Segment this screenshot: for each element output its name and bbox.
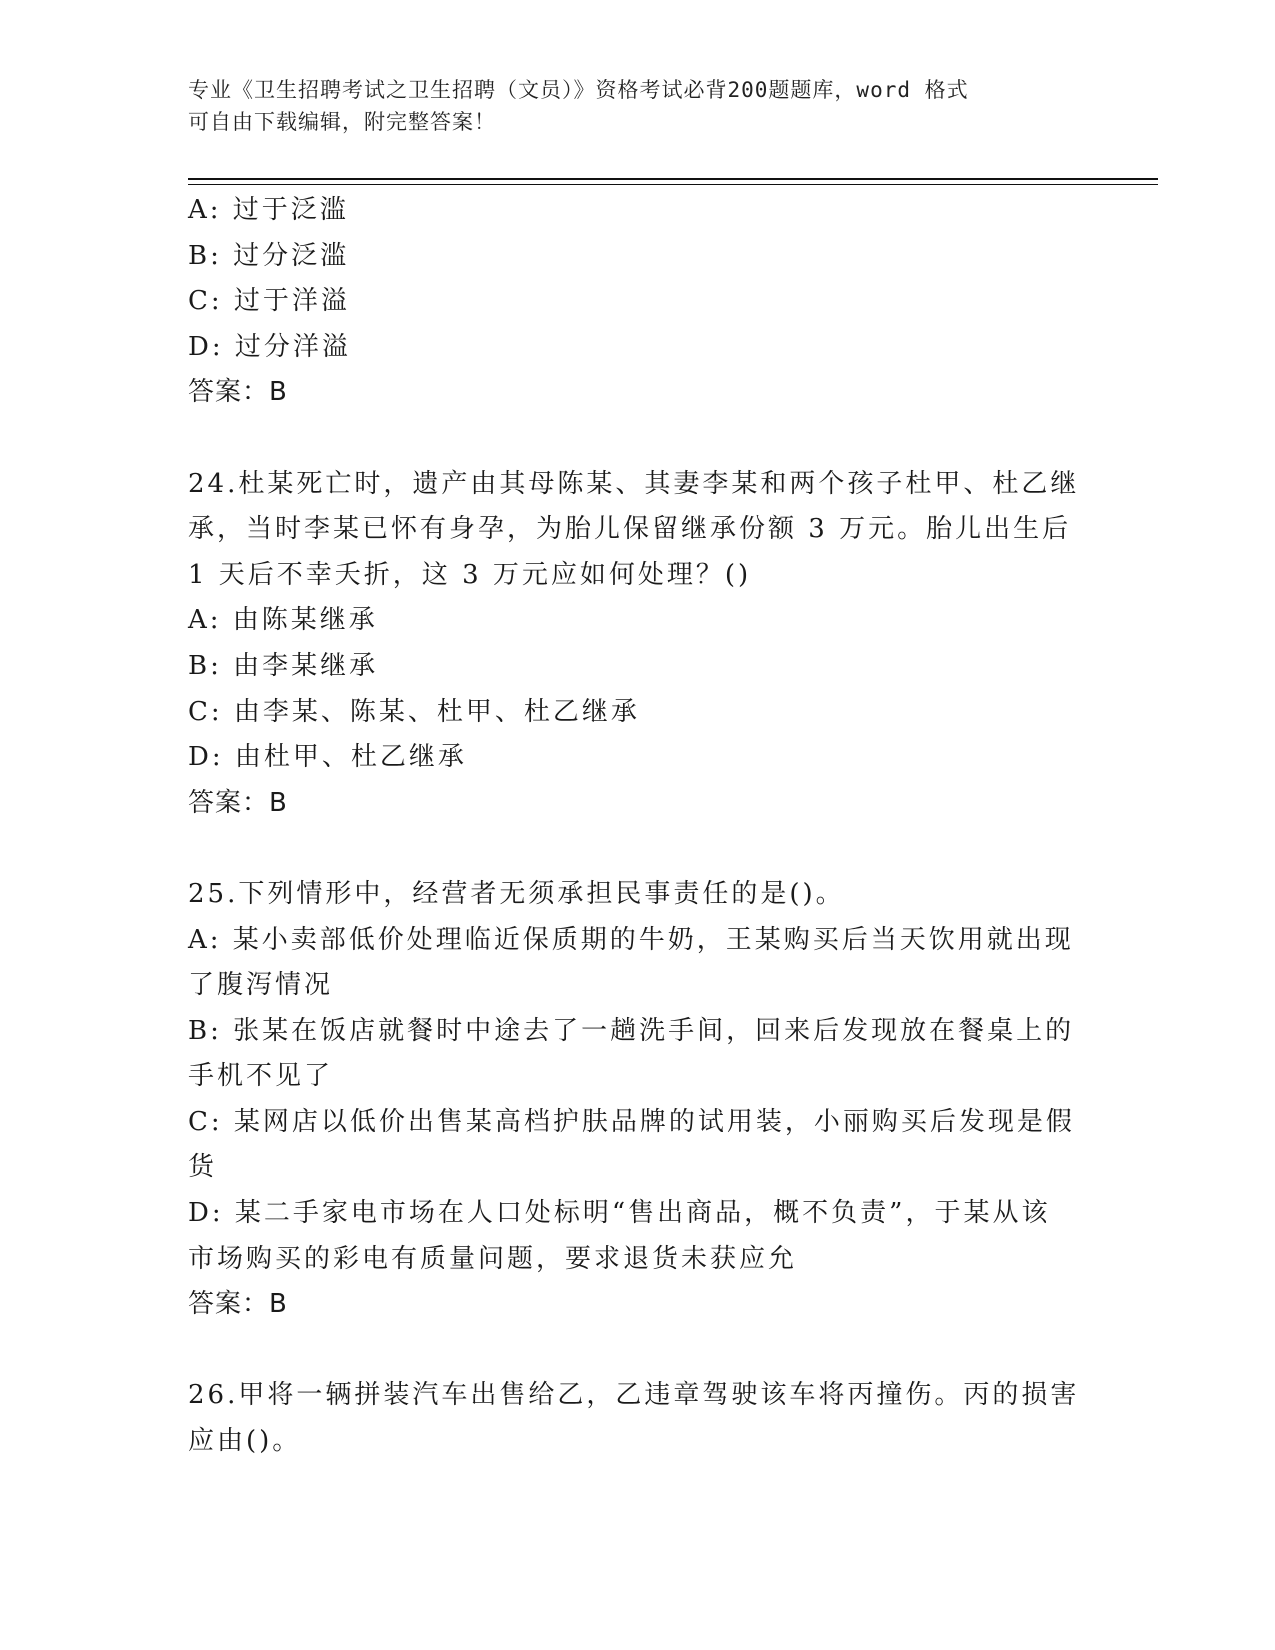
option-c: C: 某网店以低价出售某高档护肤品牌的试用装，小丽购买后发现是假 bbox=[188, 1106, 1075, 1137]
option-b: B: 过分泛滥 bbox=[188, 240, 350, 271]
answer: 答案：B bbox=[188, 1289, 288, 1320]
question-23 bbox=[188, 188, 1088, 416]
question-stem-line: 1 天后不幸夭折，这 3 万元应如何处理？() bbox=[188, 559, 752, 590]
spacer bbox=[188, 826, 1088, 872]
option-d: D: 由杜甲、杜乙继承 bbox=[188, 742, 467, 773]
option-d: D: 某二手家电市场在人口处标明“售出商品，概不负责”，于某从该 bbox=[188, 1198, 1051, 1229]
option-a: A: 过于泛滥 bbox=[188, 195, 349, 225]
option-c: C: 过于洋溢 bbox=[188, 286, 350, 317]
header-line-1: 专业《卫生招聘考试之卫生招聘（文员）》资格考试必背200题题库，word 格式 bbox=[188, 78, 969, 102]
header-rule-thick bbox=[188, 178, 1158, 180]
option-c-continued: 货 bbox=[188, 1152, 218, 1183]
header-line-2: 可自由下载编辑，附完整答案！ bbox=[188, 110, 496, 134]
option-a: A: 由陈某继承 bbox=[188, 605, 378, 636]
question-stem-line: 25.下列情形中，经营者无须承担民事责任的是()。 bbox=[188, 878, 845, 909]
option-b-continued: 手机不见了 bbox=[188, 1061, 334, 1092]
question-24 bbox=[188, 462, 1088, 827]
question-stem-line: 26.甲将一辆拼装汽车出售给乙，乙违章驾驶该车将丙撞伤。丙的损害 bbox=[188, 1380, 1080, 1411]
answer: 答案：B bbox=[188, 377, 288, 408]
document-body bbox=[188, 188, 1088, 1465]
spacer bbox=[188, 1328, 1088, 1374]
question-stem-line: 应由()。 bbox=[188, 1426, 302, 1457]
option-b: B: 张某在饭店就餐时中途去了一趟洗手间，回来后发现放在餐桌上的 bbox=[188, 1015, 1075, 1046]
question-26 bbox=[188, 1373, 1088, 1464]
header-rule-thin bbox=[188, 184, 1158, 185]
option-d: D: 过分洋溢 bbox=[188, 331, 351, 362]
option-d-continued: 市场购买的彩电有质量问题，要求退货未获应允 bbox=[188, 1243, 798, 1274]
option-b: B: 由李某继承 bbox=[188, 650, 379, 681]
question-stem-line: 承，当时李某已怀有身孕，为胎儿保留继承份额 3 万元。胎儿出生后 bbox=[188, 514, 1072, 545]
option-a-continued: 了腹泻情况 bbox=[188, 970, 334, 1001]
question-stem-line: 24.杜某死亡时，遗产由其母陈某、其妻李某和两个孩子杜甲、杜乙继 bbox=[188, 468, 1080, 499]
question-25 bbox=[188, 872, 1088, 1328]
option-a: A: 某小卖部低价处理临近保质期的牛奶，王某购买后当天饮用就出现 bbox=[188, 924, 1074, 955]
document-header bbox=[188, 74, 1068, 138]
spacer bbox=[188, 416, 1088, 462]
answer: 答案：B bbox=[188, 787, 288, 818]
option-c: C: 由李某、陈某、杜甲、杜乙继承 bbox=[188, 696, 640, 727]
